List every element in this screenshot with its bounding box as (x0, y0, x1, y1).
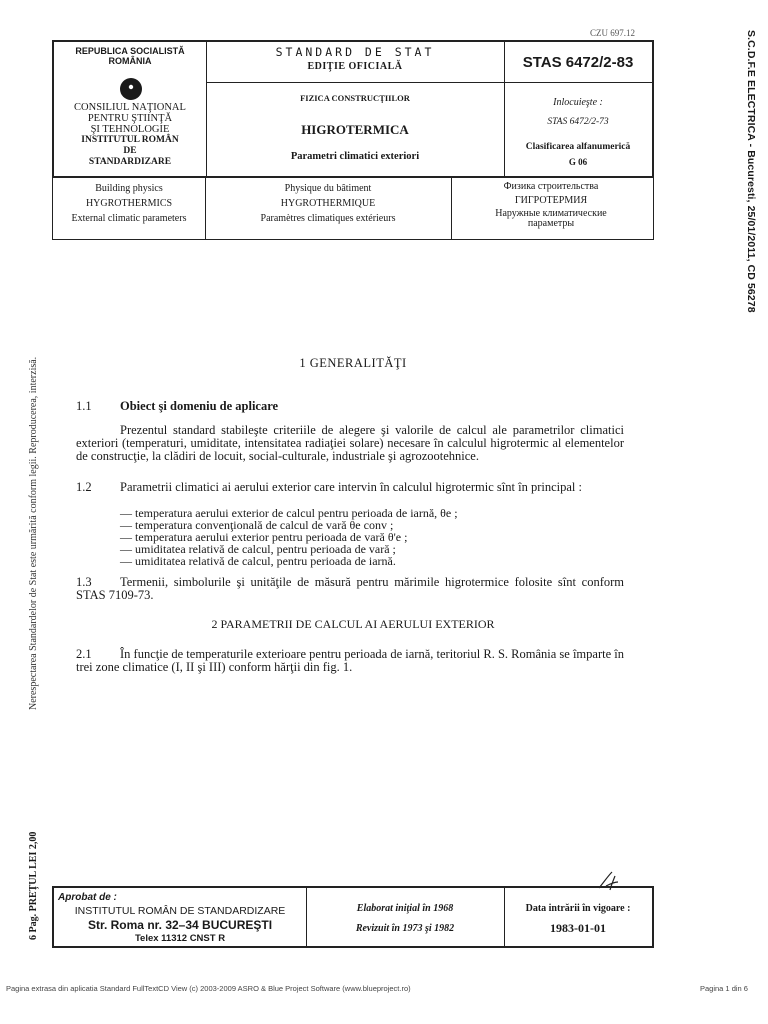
list-item: — temperatura convenţională de calcul de vară θe conv ; (120, 518, 394, 532)
republic-line: ROMÂNIA (108, 56, 152, 66)
parameter-list (120, 507, 620, 567)
council-line: CONSILIUL NAŢIONAL (74, 102, 186, 113)
classification-value: G 06 (568, 157, 588, 167)
translation-line: Building physics (95, 183, 163, 194)
effective-label: Data intrării în vigoare : (525, 903, 631, 914)
paragraph-1-3: Termenii, simbolurile şi unităţile de măsură pentru mărimile higrotermice folosite sînt conform STAS 7109-73. (76, 575, 624, 602)
subsection-title: Obiect şi domeniu de aplicare (120, 399, 279, 413)
paragraph-number: 1.3 (76, 575, 92, 589)
subsection-number: 1.1 (76, 399, 92, 413)
translation-en (53, 178, 205, 239)
paragraph-number: 1.2 (76, 480, 92, 494)
approval-table (52, 886, 654, 948)
standard-title: STANDARD DE STAT (275, 45, 435, 59)
translation-line: параметры (527, 218, 575, 229)
translation-line: Physique du bâtiment (284, 183, 372, 194)
institute-line: DE (123, 146, 137, 156)
document-title: HIGROTERMICA (301, 122, 409, 137)
classification-label: Clasificarea alfanumerică (525, 142, 631, 152)
document-subtitle: Parametri climatici exteriori (290, 151, 420, 162)
translation-line: External climatic parameters (71, 213, 187, 224)
approver-address: Str. Roma nr. 32–34 BUCUREŞTI (87, 918, 273, 932)
divider (206, 82, 504, 83)
approved-label: Aprobat de : (58, 892, 117, 903)
stas-number: STAS 6472/2-83 (522, 54, 634, 71)
republic-line: REPUBLICA SOCIALISTĂ (75, 46, 185, 56)
price-label: 6 Pag. PREŢUL LEI 2,00 (28, 831, 39, 940)
paragraph-1-2: Parametrii climatici ai aerului exterior care intervin în calculul higrotermic sînt în principal : (120, 480, 582, 494)
institute-line: INSTITUTUL ROMÂN (81, 135, 179, 145)
divider (504, 82, 652, 83)
paragraph-number: 2.1 (76, 647, 92, 661)
replaces-value: STAS 6472/2-73 (547, 117, 609, 127)
section-2-heading: 2 PARAMETRII DE CALCUL AI AERULUI EXTERIOR (211, 617, 495, 631)
section-1-heading: 1 GENERALITĂŢI (299, 356, 407, 370)
license-watermark: S.C.D.F.E ELECTRICA - Bucuresti, 25/01/2011, CD 56278 (745, 30, 757, 313)
translation-fr (205, 178, 451, 239)
council-line: ŞI TEHNOLOGIE (90, 124, 170, 135)
edition-label: EDIŢIE OFICIALĂ (307, 61, 403, 72)
viewer-credit: Pagina extrasa din aplicatia Standard FullTextCD View (c) 2003-2009 ASRO & Blue Project Software (www.blueproject.ro) (6, 984, 411, 993)
legal-notice: Nerespectarea Standardelor de Stat este urmărită conform legii. Reproducerea, interzisă. (28, 356, 39, 710)
revised-date: Revizuit în 1973 şi 1982 (355, 923, 455, 934)
list-item: — umiditatea relativă de calcul, pentru perioada de iarnă. (120, 554, 396, 568)
translations-row (52, 178, 654, 240)
translation-line: Физика строительства (503, 181, 599, 192)
translation-ru (451, 178, 651, 239)
institute-line: STANDARDIZARE (88, 157, 172, 167)
translation-line: Наружные климатические (495, 208, 607, 219)
paragraph-2-1: În funcţie de temperaturile exterioare pentru perioada de iarnă, teritoriul R. S. România se împarte în trei zone climatice (I, II şi III) conform hărţii din fig. 1. (76, 647, 624, 674)
category-label: FIZICA CONSTRUCŢIILOR (300, 93, 410, 103)
translation-line: Paramètres climatiques extérieurs (260, 213, 396, 224)
paragraph-1-1: Prezentul standard stabileşte criteriile de alegere şi valorile de calcul ale parametrilor climatici exteriori (temperaturi, umiditate, intensitatea radiaţiei solare) necesare în calculul higrotermic al elementelor de construcţie, la clădiri de locuit, social-culturale, industriale şi agrozootehnice. (76, 423, 624, 463)
document-code: CZU 697.12 (590, 28, 635, 38)
divider (306, 888, 307, 946)
translation-line: ГИГРОТЕРМИЯ (514, 195, 588, 206)
page-indicator: Pagina 1 din 6 (700, 984, 748, 993)
list-item: — temperatura aerului exterior de calcul pentru perioada de iarnă, θe ; (120, 506, 458, 520)
list-item: — umiditatea relativă de calcul, pentru perioada de vară ; (120, 542, 396, 556)
list-item: — temperatura aerului exterior pentru perioada de vară θ'e ; (120, 530, 408, 544)
translation-line: HYGROTHERMICS (85, 198, 173, 209)
state-emblem-icon (118, 76, 144, 102)
header-table (52, 40, 654, 178)
replaces-label: Inlocuieşte : (553, 97, 603, 108)
approver-telex: Telex 11312 CNST R (134, 933, 226, 944)
council-line: PENTRU ŞTIINŢĂ (87, 113, 173, 124)
issuer-block (54, 46, 206, 66)
effective-date: 1983-01-01 (550, 921, 606, 935)
approver-name: INSTITUTUL ROMÂN DE STANDARDIZARE (74, 905, 286, 917)
council-block (54, 102, 206, 168)
elaborated-date: Elaborat iniţial în 1968 (356, 903, 454, 914)
divider (504, 888, 505, 946)
translation-line: HYGROTHERMIQUE (280, 198, 376, 209)
